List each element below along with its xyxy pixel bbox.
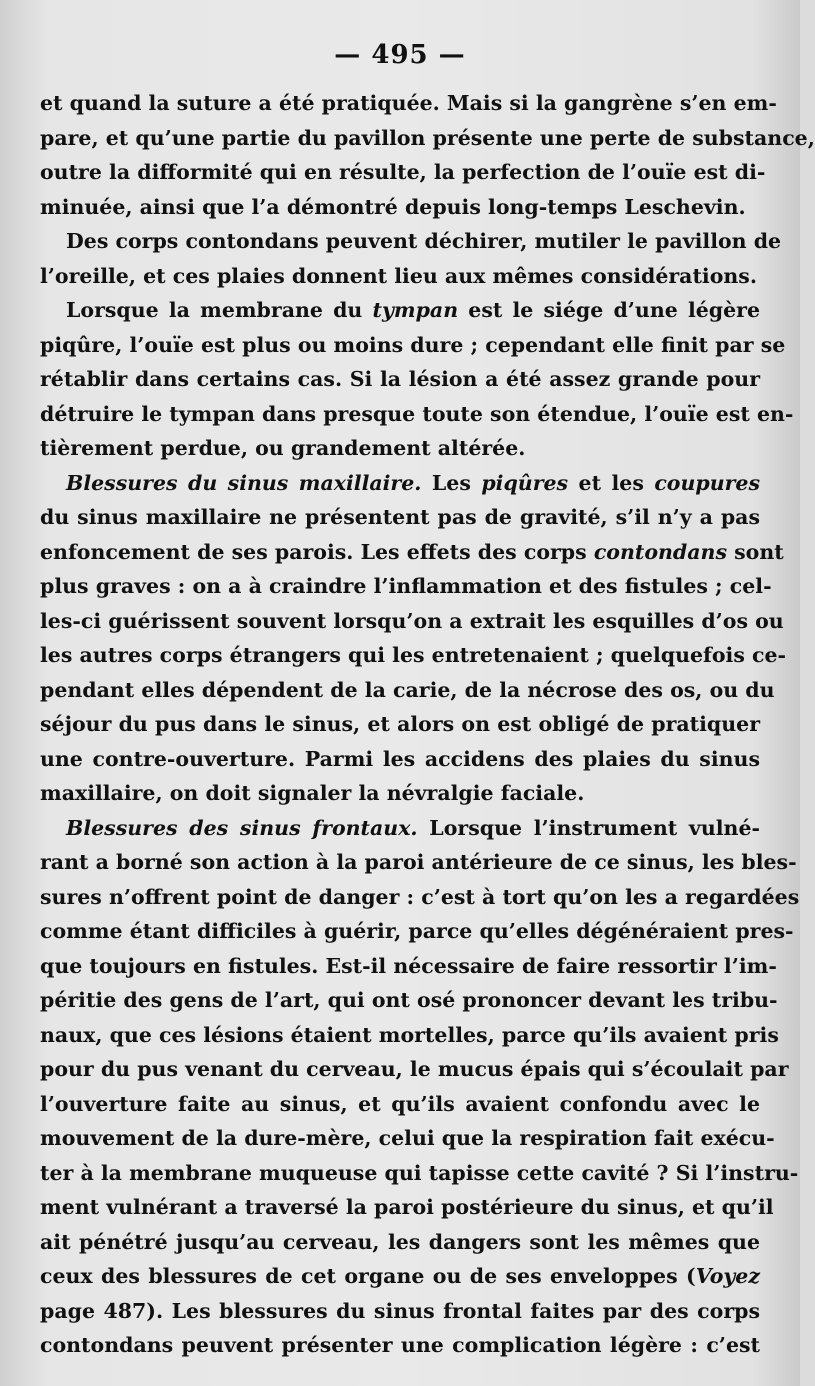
section-heading-line: Blessures des sinus frontaux. Lorsque l’instrument vulné- [66, 815, 760, 840]
text-line: une contre-ouverture. Parmi les accidens des plaies du sinus [40, 746, 760, 771]
text-line: que toujours en fistules. Est-il nécessaire de faire ressortir l’im- [40, 953, 777, 978]
text-line: pour du pus venant du cerveau, le mucus épais qui s’écoulait par [40, 1057, 789, 1081]
text-line: plus graves : on a à craindre l’inflammation et des fistules ; cel- [40, 574, 772, 598]
text-line: mouvement de la dure-mère, celui que la respiration fait exécu- [40, 1126, 775, 1150]
text-line: tièrement perdue, ou grandement altérée. [40, 436, 526, 460]
text-line: ter à la membrane muqueuse qui tapisse cette cavité ? Si l’instru- [40, 1160, 799, 1185]
text-line: sures n’offrent point de danger : c’est à tort qu’on les a regardées [40, 884, 800, 909]
text-line: minuée, ainsi que l’a démontré depuis long-temps Leschevin. [40, 194, 746, 219]
text-line: naux, que ces lésions étaient mortelles, parce qu’ils avaient pris [40, 1022, 779, 1047]
text-line: l’oreille, et ces plaies donnent lieu aux mêmes considérations. [40, 263, 757, 288]
text-line: outre la difformité qui en résulte, la perfection de l’ouïe est di- [40, 160, 766, 184]
text-line: les-ci guérissent souvent lorsqu’on a extrait les esquilles d’os ou [40, 608, 784, 633]
section-heading-line: Blessures du sinus maxillaire. Les piqûres et les coupures [66, 470, 761, 495]
text-line: les autres corps étrangers qui les entretenaient ; quelquefois ce- [40, 643, 787, 667]
text-line: rétablir dans certains cas. Si la lésion a été assez grande pour [40, 367, 760, 391]
text-line: péritie des gens de l’art, qui ont osé prononcer devant les tribu- [40, 988, 778, 1012]
text-line: l’ouverture faite au sinus, et qu’ils avaient confondu avec le [40, 1091, 760, 1116]
text-body [40, 86, 815, 1363]
text-line: ment vulnérant a traversé la paroi postérieure du sinus, et qu’il [40, 1195, 774, 1219]
text-line: Des corps contondans peuvent déchirer, mutiler le pavillon de [66, 229, 782, 253]
text-line: ait pénétré jusqu’au cerveau, les dangers sont les mêmes que [40, 1229, 760, 1254]
text-line: ceux des blessures de cet organe ou de ses enveloppes (Voyez [40, 1264, 760, 1288]
text-line: et quand la suture a été pratiquée. Mais si la gangrène s’en em- [40, 91, 777, 115]
text-line: séjour du pus dans le sinus, et alors on est obligé de pratiquer [40, 712, 760, 736]
text-line: pare, et qu’une partie du pavillon présente une perte de substance, [40, 125, 815, 150]
text-line: Lorsque la membrane du tympan est le siége d’une légère [66, 298, 760, 322]
text-line: du sinus maxillaire ne présentent pas de gravité, s’il n’y a pas [40, 505, 760, 529]
text-line: contondans peuvent présenter une complication légère : c’est [40, 1333, 760, 1357]
text-line: comme étant difficiles à guérir, parce qu’elles dégénéraient pres- [40, 919, 794, 943]
text-line: maxillaire, on doit signaler la névralgie faciale. [40, 781, 585, 805]
text-line: enfoncement de ses parois. Les effets des corps contondans sont [40, 539, 784, 564]
text-line: rant a borné son action à la paroi antérieure de ce sinus, les bles- [40, 850, 797, 874]
page-number: — 495 — [334, 40, 466, 70]
text-line: détruire le tympan dans presque toute son étendue, l’ouïe est en- [40, 401, 794, 426]
text-line: page 487). Les blessures du sinus frontal faites par des corps [40, 1298, 760, 1323]
text-line: piqûre, l’ouïe est plus ou moins dure ; cependant elle finit par se [40, 332, 786, 357]
text-line: pendant elles dépendent de la carie, de la nécrose des os, ou du [40, 677, 775, 702]
